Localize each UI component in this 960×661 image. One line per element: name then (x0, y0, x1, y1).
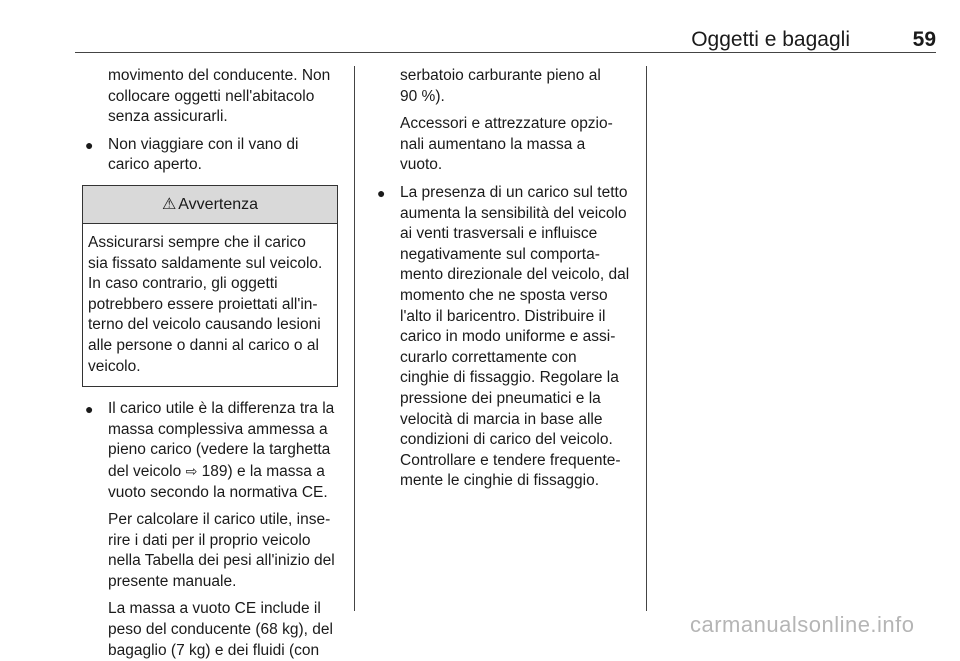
page-number: 59 (912, 28, 936, 51)
text-line: pressione dei pneumatici e la (400, 389, 601, 407)
text-line: alle persone o danni al carico o al (88, 336, 319, 354)
bullet-item-roof-load (374, 183, 640, 492)
page-header-title: Oggetti e bagagli (691, 28, 850, 51)
text-line: vuoto. (400, 156, 443, 174)
text-line: nali aumentano la massa a (400, 135, 586, 153)
text-line: pieno carico (vedere la targhetta (108, 441, 331, 459)
text-line: Controllare e tendere frequente- (400, 451, 621, 469)
text-line: nella Tabella dei pesi all'inizio del (108, 552, 335, 570)
bullet-text-b (108, 484, 328, 501)
text-line: Assicurarsi sempre che il carico (88, 233, 306, 251)
bullet-text (108, 399, 344, 503)
text-line: bagaglio (7 kg) e dei fluidi (con (108, 641, 320, 659)
column-divider-left (354, 66, 355, 611)
bullet-item-payload (82, 399, 344, 503)
text-line: senza assicurarli. (108, 108, 228, 126)
text-line: Per calcolare il carico utile, inse- (108, 511, 331, 529)
text-line: carico aperto. (108, 156, 202, 174)
ref-prefix: del veicolo (108, 462, 182, 480)
text-line: Il carico utile è la differenza tra la (108, 400, 335, 418)
text-line: potrebbero essere proiettati all'in- (88, 295, 318, 313)
warning-triangle-icon: ⚠ (161, 195, 177, 213)
header-rule (75, 52, 936, 53)
continued-paragraph (374, 66, 640, 107)
bullet-text-a (108, 400, 334, 458)
text-line: La presenza di un carico sul tetto (400, 183, 628, 201)
text-line: La massa a vuoto CE include il (108, 600, 321, 618)
text-line: velocità di marcia in base alle (400, 410, 603, 428)
text-line: mente le cinghie di fissaggio. (400, 472, 600, 490)
text-line: aumenta la sensibilità del veicolo (400, 204, 627, 222)
text-line: Accessori e attrezzature opzio- (400, 115, 613, 133)
warning-box (82, 185, 338, 387)
text-line: presente manuale. (108, 572, 237, 590)
column-divider-right (646, 66, 647, 611)
watermark: carmanualsonline.info (690, 612, 915, 637)
bullet-dot-icon: ● (85, 136, 94, 153)
paragraph-calc-payload (82, 510, 344, 592)
text-line: Non viaggiare con il vano di (108, 135, 299, 153)
text-line: negativamente sul comporta- (400, 245, 600, 263)
warning-header (83, 186, 337, 224)
text-line: rire i dati per il proprio veicolo (108, 531, 311, 549)
page-reference[interactable]: 189) e la massa a (201, 462, 325, 480)
text-line: In caso contrario, gli oggetti (88, 275, 278, 293)
bullet-dot-icon: ● (85, 401, 94, 418)
bullet-dot-icon: ● (377, 184, 386, 201)
warning-body (83, 224, 337, 386)
text-line: collocare oggetti nell'abitacolo (108, 87, 315, 105)
text-line: carico in modo uniforme e assi- (400, 328, 616, 346)
column-1 (82, 66, 344, 661)
text-line: momento che ne sposta verso (400, 286, 608, 304)
warning-text (88, 233, 332, 377)
text-line: terno del veicolo causando lesioni (88, 316, 321, 334)
text-line: peso del conducente (68 kg), del (108, 621, 333, 639)
continued-paragraph (82, 66, 344, 128)
text-line: massa complessiva ammessa a (108, 420, 328, 438)
text-line: cinghie di fissaggio. Regolare la (400, 369, 619, 387)
text-line: curarlo correttamente con (400, 348, 577, 366)
text-line: movimento del conducente. Non (108, 67, 331, 84)
text-line: serbatoio carburante pieno al (400, 67, 601, 84)
paragraph-ce-mass (82, 599, 344, 661)
text-line: mento direzionale del veicolo, dal (400, 266, 630, 284)
bullet-text (400, 183, 640, 492)
bullet-item-open-cargo (82, 135, 344, 176)
text-line: sia fissato saldamente sul veicolo. (88, 254, 323, 272)
warning-title: Avvertenza (178, 195, 259, 213)
text-line: veicolo. (88, 357, 141, 375)
column-2 (374, 66, 640, 492)
text-line: 90 %). (400, 87, 445, 105)
paragraph-accessories (374, 114, 640, 176)
page-reference-arrow-icon: ⇨ (185, 462, 198, 479)
bullet-text (108, 135, 344, 176)
text-line: l'alto il baricentro. Distribuire il (400, 307, 606, 325)
text-line: vuoto secondo la normativa CE. (108, 483, 328, 501)
text-line: ai venti trasversali e influisce (400, 225, 598, 243)
text-line: condizioni di carico del veicolo. (400, 431, 613, 449)
